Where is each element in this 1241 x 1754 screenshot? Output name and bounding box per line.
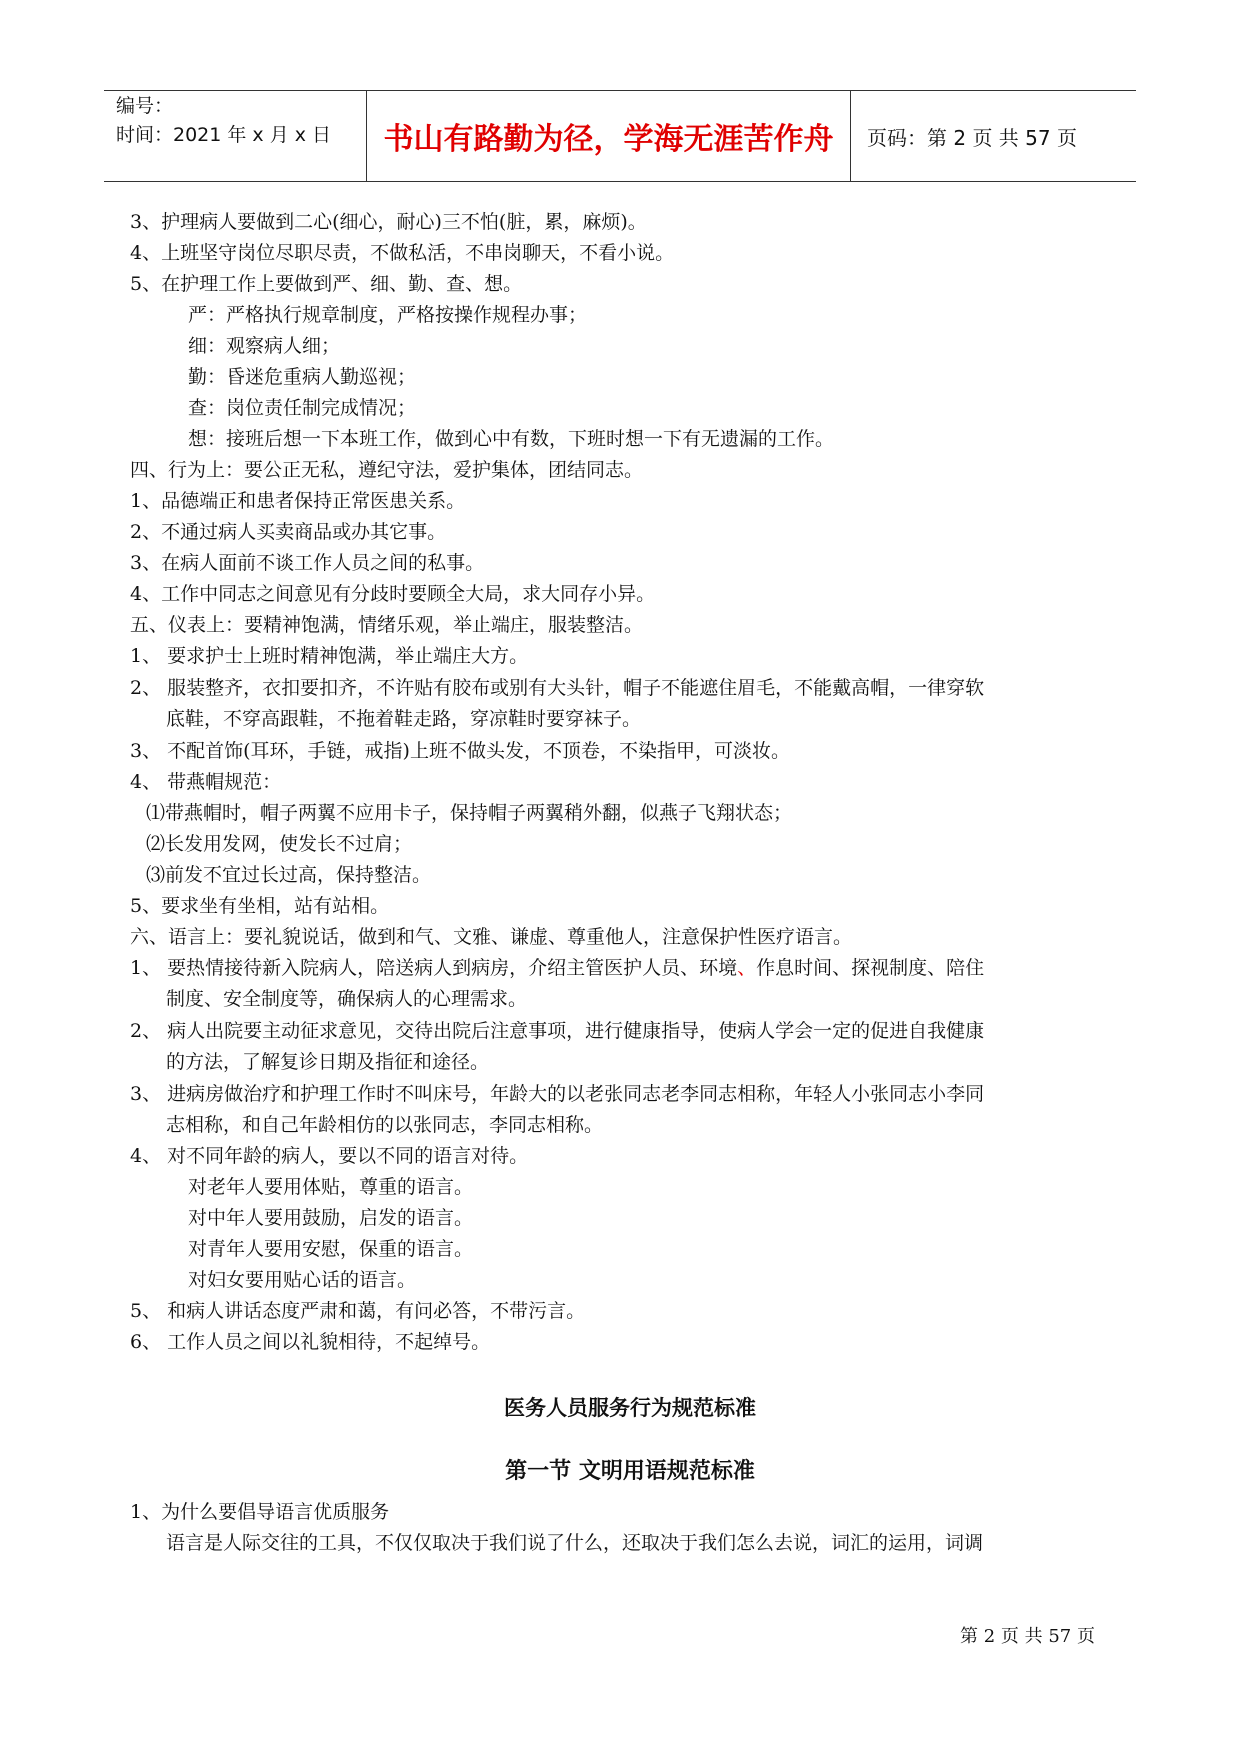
text-line: 对妇女要用贴心话的语言。 [188,1269,417,1291]
text-line: ⑵长发用发网，使发长不过肩； [146,833,413,855]
header-motto: 书山有路勤为径，学海无涯苦作舟 [367,91,851,181]
text-line: 3、在病人面前不谈工作人员之间的私事。 [130,552,485,574]
text-segment: 1、 要热情接待新入院病人，陪送病人到病房，介绍主管医护人员、环境 [130,957,738,979]
text-line [130,956,984,980]
text-segment: 作息时间、探视制度、陪住 [756,957,985,979]
text-line: 五、仪表上：要精神饱满，情绪乐观，举止端庄，服装整洁。 [130,614,644,636]
text-line: 四、行为上：要公正无私，遵纪守法，爱护集体，团结同志。 [130,459,644,481]
text-segment: 、 [737,957,757,979]
text-line: 对中年人要用鼓励，启发的语言。 [188,1207,474,1229]
text-line: 想：接班后想一下本班工作，做到心中有数，下班时想一下有无遗漏的工作。 [188,428,835,450]
text-line: 4、 带燕帽规范： [130,771,282,793]
text-line: 4、上班坚守岗位尽职尽责，不做私活，不串岗聊天，不看小说。 [130,242,675,264]
text-line: 对青年人要用安慰，保重的语言。 [188,1238,474,1260]
text-line: 1、为什么要倡导语言优质服务 [130,1501,390,1523]
text-line: 5、 和病人讲话态度严肃和蔼，有问必答，不带污言。 [130,1300,586,1322]
subsection-title: 第一节 文明用语规范标准 [505,1459,755,1484]
text-line: 3、 不配首饰(耳环，手链，戒指)上班不做头发，不顶卷，不染指甲，可淡妆。 [130,740,790,762]
text-line: 对老年人要用体贴，尊重的语言。 [188,1176,474,1198]
text-line: 的方法，了解复诊日期及指征和途径。 [166,1051,490,1073]
text-line: 2、不通过病人买卖商品或办其它事。 [130,521,447,543]
page-header [104,90,1136,182]
text-line: 志相称，和自己年龄相仿的以张同志，李同志相称。 [166,1114,604,1136]
text-line: 制度、安全制度等，确保病人的心理需求。 [166,988,528,1010]
text-line: 5、在护理工作上要做到严、细、勤、查、想。 [130,273,523,295]
text-line: 2、 病人出院要主动征求意见，交待出院后注意事项，进行健康指导，使病人学会一定的促进自我健康 [130,1020,985,1042]
text-line: 底鞋，不穿高跟鞋，不拖着鞋走路，穿凉鞋时要穿袜子。 [166,708,642,730]
text-line: 2、 服装整齐，衣扣要扣齐，不许贴有胶布或别有大头针，帽子不能遮住眉毛，不能戴高帽，一律穿软 [130,677,985,699]
text-line: ⑴带燕帽时，帽子两翼不应用卡子，保持帽子两翼稍外翻，似燕子飞翔状态； [146,802,793,824]
text-line: 六、语言上：要礼貌说话，做到和气、文雅、谦虚、尊重他人，注意保护性医疗语言。 [130,926,853,948]
text-line: ⑶前发不宜过长过高，保持整洁。 [146,864,432,886]
text-line: 细：观察病人细； [188,335,341,357]
text-line: 5、要求坐有坐相，站有站相。 [130,895,390,917]
text-line: 4、工作中同志之间意见有分歧时要顾全大局，求大同存小异。 [130,583,656,605]
text-line: 1、 要求护士上班时精神饱满，举止端庄大方。 [130,645,529,667]
text-line: 6、 工作人员之间以礼貌相待，不起绰号。 [130,1331,491,1353]
section-title: 医务人员服务行为规范标准 [504,1396,756,1420]
text-line: 查：岗位责任制完成情况； [188,397,417,419]
text-line: 4、 对不同年龄的病人，要以不同的语言对待。 [130,1145,529,1167]
text-line: 3、 进病房做治疗和护理工作时不叫床号，年龄大的以老张同志老李同志相称，年轻人小张同志小李同 [130,1083,985,1105]
text-line: 严：严格执行规章制度，严格按操作规程办事； [188,304,588,326]
text-line: 1、品德端正和患者保持正常医患关系。 [130,490,466,512]
document-number: 编号： [116,95,174,117]
text-line: 3、护理病人要做到二心(细心，耐心)三不怕(脏，累，麻烦)。 [130,211,647,233]
header-page-number: 页码：第 2 页 共 57 页 [867,125,1077,150]
document-time: 时间：2021 年 x 月 x 日 [116,124,332,146]
text-line: 语言是人际交往的工具，不仅仅取决于我们说了什么，还取决于我们怎么去说，词汇的运用，词调 [166,1532,984,1554]
page-footer: 第 2 页 共 57 页 [960,1626,1095,1647]
text-line: 勤：昏迷危重病人勤巡视； [188,366,417,388]
header-meta [104,91,367,181]
